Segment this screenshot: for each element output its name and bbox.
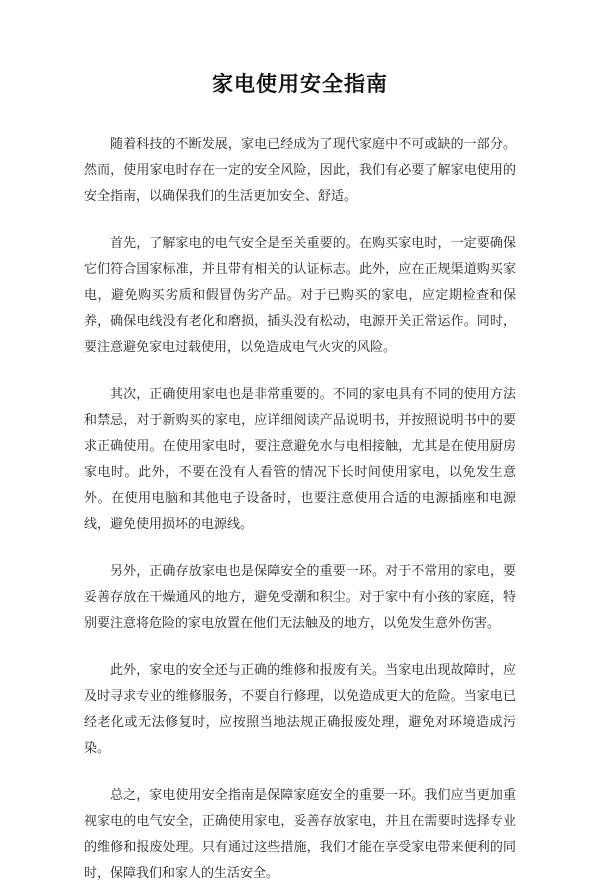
document-title: 家电使用安全指南 [212, 72, 388, 96]
paragraph-storage: 另外，正确存放家电也是保障安全的重要一环。对于不常用的家电，要妥善存放在干燥通风的地方，避免受潮和积尘。对于家中有小孩的家庭，特别要注意将危险的家电放置在他们无法触及的地方，以免发生意外伤害。 [84, 564, 516, 631]
paragraph-conclusion: 总之，家电使用安全指南是保障家庭安全的重要一环。我们应当更加重视家电的电气安全，正确使用家电，妥善存放家电，并且在需要时选择专业的维修和报废处理。只有通过这些措施，我们才能在享受家电带来便利的同时，保障我们和家人的生活安全。 [84, 788, 516, 881]
paragraph-intro: 随着科技的不断发展，家电已经成为了现代家庭中不可或缺的一部分。然而，使用家电时存在一定的安全风险，因此，我们有必要了解家电使用的安全指南，以确保我们的生活更加安全、舒适。 [84, 137, 516, 204]
paragraph-repair-disposal: 此外，家电的安全还与正确的维修和报废有关。当家电出现故障时，应及时寻求专业的维修服务，不要自行修理，以免造成更大的危险。当家电已经老化或无法修复时，应按照当地法规正确报废处理，避免对环境造成污染。 [84, 663, 516, 756]
paragraph-correct-usage: 其次，正确使用家电也是非常重要的。不同的家电具有不同的使用方法和禁忌，对于新购买的家电，应详细阅读产品说明书，并按照说明书中的要求正确使用。在使用家电时，要注意避免水与电相接触，尤其是在使用厨房家电时。此外，不要在没有人看管的情况下长时间使用家电，以免发生意外。在使用电脑和其他电子设备时，也要注意使用合适的电源插座和电源线，避免使用损坏的电源线。 [84, 387, 516, 532]
paragraph-electrical-safety: 首先，了解家电的电气安全是至关重要的。在购买家电时，一定要确保它们符合国家标准，并且带有相关的认证标志。此外，应在正规渠道购买家电，避免购买劣质和假冒伪劣产品。对于已购买的家电，应定期检查和保养，确保电线没有老化和磨损，插头没有松动，电源开关正常运作。同时，要注意避免家电过载使用，以免造成电气火灾的风险。 [84, 236, 516, 355]
